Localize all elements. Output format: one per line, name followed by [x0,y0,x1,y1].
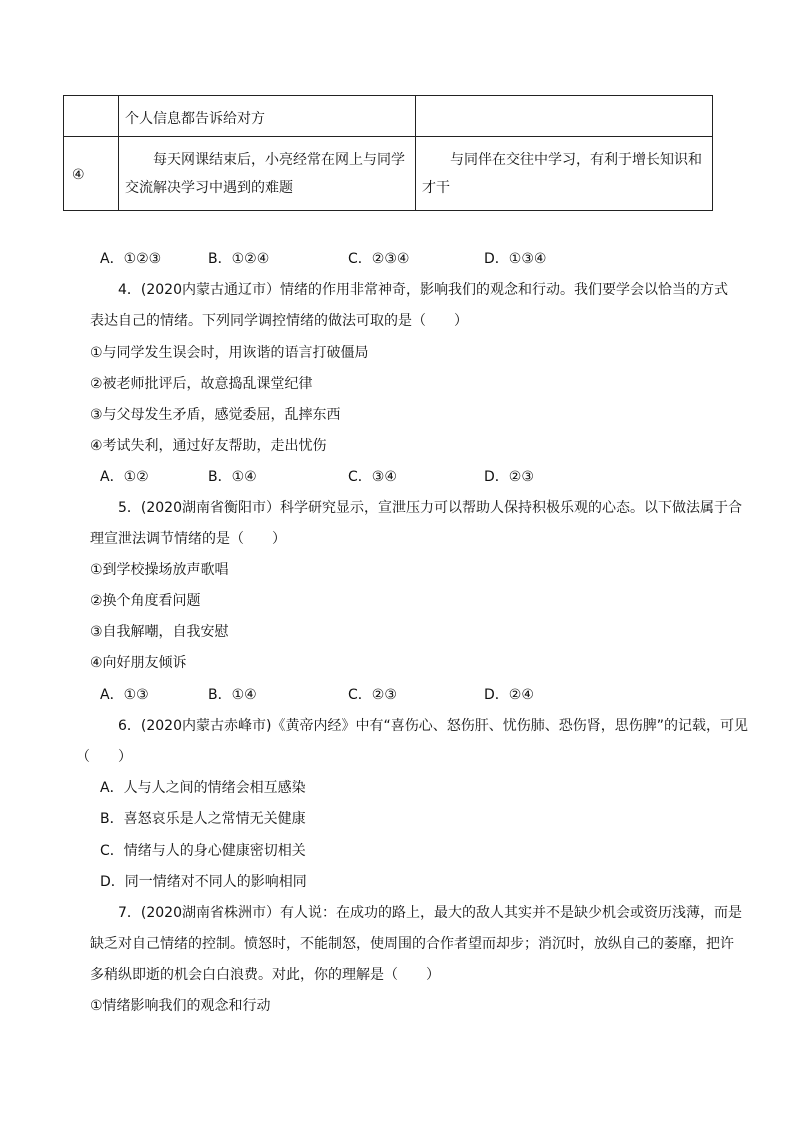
option-b[interactable]: B．①④ [208,687,257,703]
option-d[interactable]: D．②③ [484,469,534,485]
q4-item-4: ④考试失利，通过好友帮助，走出忧伤 [90,438,327,454]
q4-stem-line2: 表达自己的情绪。下列同学调控情绪的做法可取的是（ ） [90,313,468,329]
q5-stem-line2: 理宣泄法调节情绪的是（ ） [90,531,286,547]
option-a[interactable]: A．①②③ [100,251,162,267]
table-cell-reason: 与同伴在交往中学习，有利于增长知识和才干 [416,137,713,211]
table-row [64,96,713,137]
q6-stem-line1: 6．(2020内蒙古赤峰市)《黄帝内经》中有“喜伤心、怒伤肝、忧伤肺、恐伤肾，思伤脾”的记载，可见 [118,718,748,734]
q4-item-2: ②被老师批评后，故意捣乱课堂纪律 [90,376,313,392]
q4-stem-line1: 4．(2020内蒙古通辽市）情绪的作用非常神奇，影响我们的观念和行动。我们要学会以恰当的方式 [118,282,728,298]
q7-stem-line1: 7．(2020湖南省株洲市）有人说：在成功的路上，最大的敌人其实并不是缺少机会或资历浅薄，而是 [118,905,742,921]
option-b[interactable]: B．①④ [208,469,257,485]
option-d[interactable]: D．①③④ [484,251,547,267]
option-c[interactable]: C．③④ [348,469,397,485]
q7-stem-line2: 缺乏对自己情绪的控制。愤怒时，不能制怒，使周围的合作者望而却步；消沉时，放纵自己的萎靡，把许 [90,936,734,952]
q5-item-1: ①到学校操场放声歌唱 [90,562,229,578]
q6-option-b[interactable]: B．喜怒哀乐是人之常情无关健康 [100,811,306,827]
table-cell-behavior: 个人信息都告诉给对方 [119,96,416,137]
q4-item-3: ③与父母发生矛盾，感觉委屈，乱摔东西 [90,407,341,423]
table-cell-num [64,96,119,137]
q5-item-4: ④向好朋友倾诉 [90,655,187,671]
table-row [64,137,713,211]
q5-item-2: ②换个角度看问题 [90,593,201,609]
option-b[interactable]: B．①②④ [208,251,270,267]
q6-option-c[interactable]: C．情绪与人的身心健康密切相关 [100,843,306,859]
option-c[interactable]: C．②③④ [348,251,410,267]
q3-table [63,95,713,211]
q7-stem-line3: 多稍纵即逝的机会白白浪费。对此，你的理解是（ ） [90,967,440,983]
option-a[interactable]: A．①② [100,469,149,485]
table-cell-behavior: 每天网课结束后，小亮经常在网上与同学交流解决学习中遇到的难题 [119,137,416,211]
q6-option-a[interactable]: A．人与人之间的情绪会相互感染 [100,780,306,796]
table-cell-num: ④ [64,137,119,211]
q4-item-1: ①与同学发生误会时，用诙谐的语言打破僵局 [90,345,369,361]
q5-item-3: ③自我解嘲，自我安慰 [90,624,229,640]
q6-option-d[interactable]: D．同一情绪对不同人的影响相同 [100,874,307,890]
q5-stem-line1: 5．(2020湖南省衡阳市）科学研究显示，宣泄压力可以帮助人保持积极乐观的心态。以下做法属于合 [118,500,742,516]
option-d[interactable]: D．②④ [484,687,534,703]
table-cell-reason [416,96,713,137]
q7-item-1: ①情绪影响我们的观念和行动 [90,998,271,1014]
option-a[interactable]: A．①③ [100,687,149,703]
q6-stem-line2: （ ） [76,749,132,765]
option-c[interactable]: C．②③ [348,687,397,703]
